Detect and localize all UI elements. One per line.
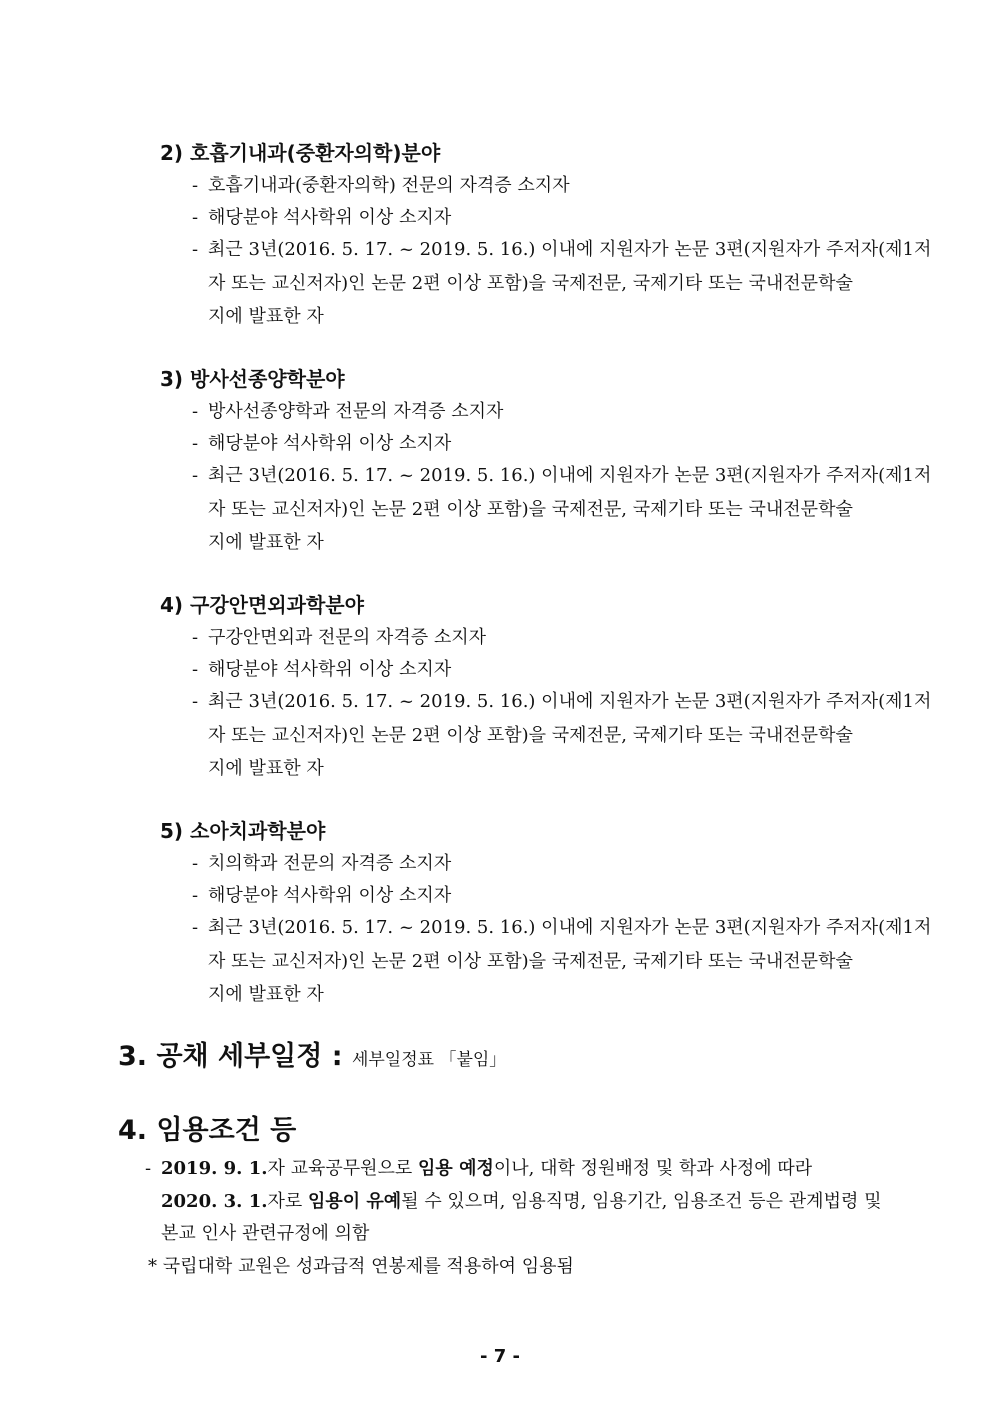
- list-item-continuation: 지에 발표한 자: [208, 758, 324, 779]
- list-item-text: 호흡기내과(중환자의학) 전문의 자격증 소지자: [208, 175, 570, 196]
- schedule-heading-suffix: 세부일정표 「붙임」: [351, 1050, 507, 1070]
- dash-marker: -: [192, 917, 199, 938]
- list-item-text: 해당분야 석사학위 이상 소지자: [208, 659, 452, 680]
- list-item-text: 해당분야 석사학위 이상 소지자: [208, 885, 452, 906]
- conditions-note: * 국립대학 교원은 성과급적 연봉제를 적용하여 임용됨: [148, 1256, 574, 1277]
- list-item-text: 최근 3년(2016. 5. 17. ~ 2019. 5. 16.) 이내에 지원자가 논문 3편(지원자가 주저자(제1저: [208, 465, 932, 486]
- conditions-emphasis: 임용 예정: [418, 1158, 494, 1179]
- conditions-text: 자로: [267, 1191, 308, 1212]
- section-heading: 5) 소아치과학분야: [160, 819, 326, 843]
- list-item-text: 방사선종양학과 전문의 자격증 소지자: [208, 401, 504, 422]
- list-item-continuation: 지에 발표한 자: [208, 984, 324, 1005]
- dash-marker: -: [192, 691, 199, 712]
- list-item-continuation: 지에 발표한 자: [208, 306, 324, 327]
- schedule-heading-title: 3. 공채 세부일정 :: [118, 1041, 343, 1072]
- conditions-line-2: [161, 1186, 881, 1217]
- dash-marker: -: [192, 175, 199, 196]
- list-item-text: 최근 3년(2016. 5. 17. ~ 2019. 5. 16.) 이내에 지원자가 논문 3편(지원자가 주저자(제1저: [208, 239, 932, 260]
- appointment-date: 2019. 9. 1.: [161, 1158, 268, 1179]
- dash-marker: -: [192, 627, 199, 648]
- dash-marker: -: [192, 207, 199, 228]
- deferral-date: 2020. 3. 1.: [161, 1191, 268, 1212]
- list-item-continuation: 지에 발표한 자: [208, 532, 324, 553]
- list-item-text: 구강안면외과 전문의 자격증 소지자: [208, 627, 486, 648]
- list-item-text: 최근 3년(2016. 5. 17. ~ 2019. 5. 16.) 이내에 지원자가 논문 3편(지원자가 주저자(제1저: [208, 691, 932, 712]
- section-heading: 3) 방사선종양학분야: [160, 367, 345, 391]
- schedule-heading: [118, 1040, 506, 1077]
- dash-marker: -: [192, 659, 199, 680]
- dash-marker: -: [192, 465, 199, 486]
- dash-marker: -: [192, 853, 199, 874]
- conditions-text: 자 교육공무원으로: [267, 1158, 419, 1179]
- list-item-continuation: 자 또는 교신저자)인 논문 2편 이상 포함)을 국제전문, 국제기타 또는 국내전문학술: [208, 499, 853, 520]
- list-item-text: 해당분야 석사학위 이상 소지자: [208, 207, 452, 228]
- dash-marker: -: [145, 1158, 152, 1179]
- conditions-line-1: [161, 1153, 812, 1184]
- dash-marker: -: [192, 433, 199, 454]
- conditions-text: 될 수 있으며, 임용직명, 임용기간, 임용조건 등은 관계법령 및: [401, 1191, 882, 1212]
- conditions-line-3: 본교 인사 관련규정에 의함: [161, 1223, 370, 1244]
- conditions-emphasis: 임용이 유예: [307, 1191, 402, 1212]
- section-heading: 2) 호흡기내과(중환자의학)분야: [160, 141, 441, 165]
- dash-marker: -: [192, 239, 199, 260]
- section-heading: 4) 구강안면외과학분야: [160, 593, 364, 617]
- conditions-heading: 4. 임용조건 등: [118, 1115, 297, 1146]
- list-item-continuation: 자 또는 교신저자)인 논문 2편 이상 포함)을 국제전문, 국제기타 또는 국내전문학술: [208, 951, 853, 972]
- list-item-continuation: 자 또는 교신저자)인 논문 2편 이상 포함)을 국제전문, 국제기타 또는 국내전문학술: [208, 273, 853, 294]
- list-item-continuation: 자 또는 교신저자)인 논문 2편 이상 포함)을 국제전문, 국제기타 또는 국내전문학술: [208, 725, 853, 746]
- list-item-text: 최근 3년(2016. 5. 17. ~ 2019. 5. 16.) 이내에 지원자가 논문 3편(지원자가 주저자(제1저: [208, 917, 932, 938]
- dash-marker: -: [192, 885, 199, 906]
- list-item-text: 해당분야 석사학위 이상 소지자: [208, 433, 452, 454]
- dash-marker: -: [192, 401, 199, 422]
- list-item-text: 치의학과 전문의 자격증 소지자: [208, 853, 452, 874]
- conditions-text: 이나, 대학 정원배정 및 학과 사정에 따라: [493, 1158, 813, 1179]
- page-number: - 7 -: [480, 1346, 520, 1367]
